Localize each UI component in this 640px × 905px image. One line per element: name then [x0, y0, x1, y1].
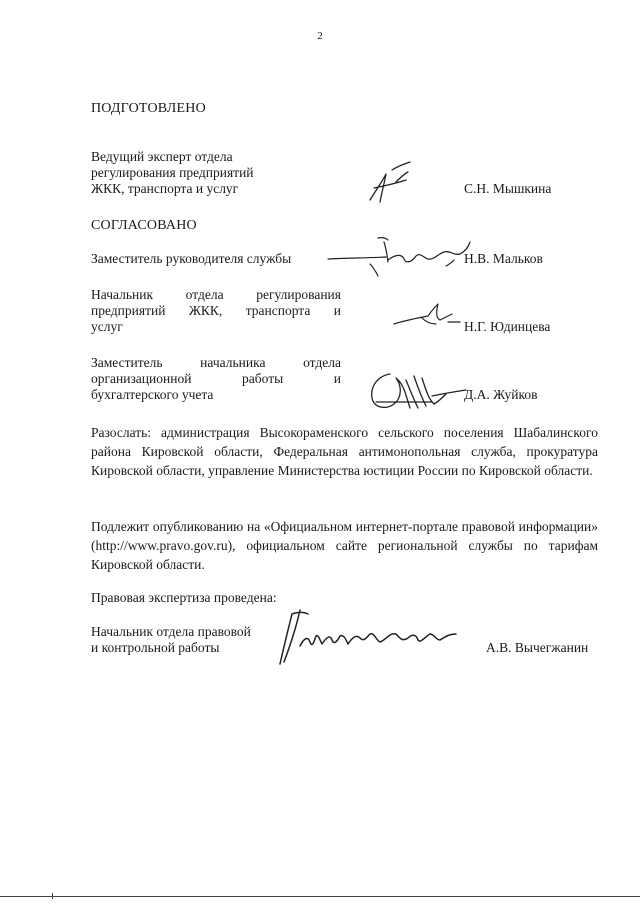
position-line: регулирования предприятий [91, 165, 254, 180]
signer-1-position: Заместитель руководителя службы [91, 251, 292, 266]
legal-review-name: А.В. Вычегжанин [486, 640, 589, 655]
prepared-position [91, 149, 341, 197]
prepared-heading: ПОДГОТОВЛЕНО [91, 101, 206, 116]
legal-review-position [91, 624, 291, 656]
page-bottom-tick [52, 893, 53, 899]
signature-vychegzhanin [270, 606, 470, 670]
position-line: организационной работы и [91, 371, 341, 386]
position-line: бухгалтерского учета [91, 387, 214, 402]
page-bottom-rule [0, 896, 640, 897]
page-number: 2 [317, 30, 323, 42]
position-line: Заместитель начальника отдела [91, 355, 341, 370]
position-line: Начальник отдела регулирования [91, 287, 341, 302]
distribution-paragraph: Разослать: администрация Высокораменского сельского поселения Шабалинского района Кировской области, Федеральная антимонопольная служба, прокуратура Кировской области, управление Министерства юстиции России по Кировской области. [91, 425, 598, 478]
signer-2-position [91, 287, 341, 335]
signer-1-name: Н.В. Мальков [464, 251, 543, 266]
agreed-heading: СОГЛАСОВАНО [91, 218, 197, 233]
signature-zhuykov [362, 368, 472, 416]
position-line: и контрольной работы [91, 640, 220, 655]
position-line: услуг [91, 319, 123, 334]
position-line: Ведущий эксперт отдела [91, 149, 233, 164]
signer-3-name: Д.А. Жуйков [464, 387, 538, 402]
publication-paragraph: Подлежит опубликованию на «Официальном интернет-портале правовой информации» (http://www.pravo.gov.ru), официальном сайте региональной службы по тарифам Кировской области. [91, 519, 598, 572]
signature-yudintseva [392, 300, 462, 334]
prepared-name: С.Н. Мышкина [464, 181, 552, 196]
position-line: предприятий ЖКК, транспорта и [91, 303, 341, 318]
signature-myshkina [362, 160, 422, 210]
position-line: Начальник отдела правовой [91, 624, 251, 639]
signature-malkov [326, 232, 476, 280]
legal-review-heading: Правовая экспертиза проведена: [91, 590, 277, 605]
signer-2-name: Н.Г. Юдинцева [464, 319, 551, 334]
signer-3-position [91, 355, 341, 403]
position-line: ЖКК, транспорта и услуг [91, 181, 239, 196]
